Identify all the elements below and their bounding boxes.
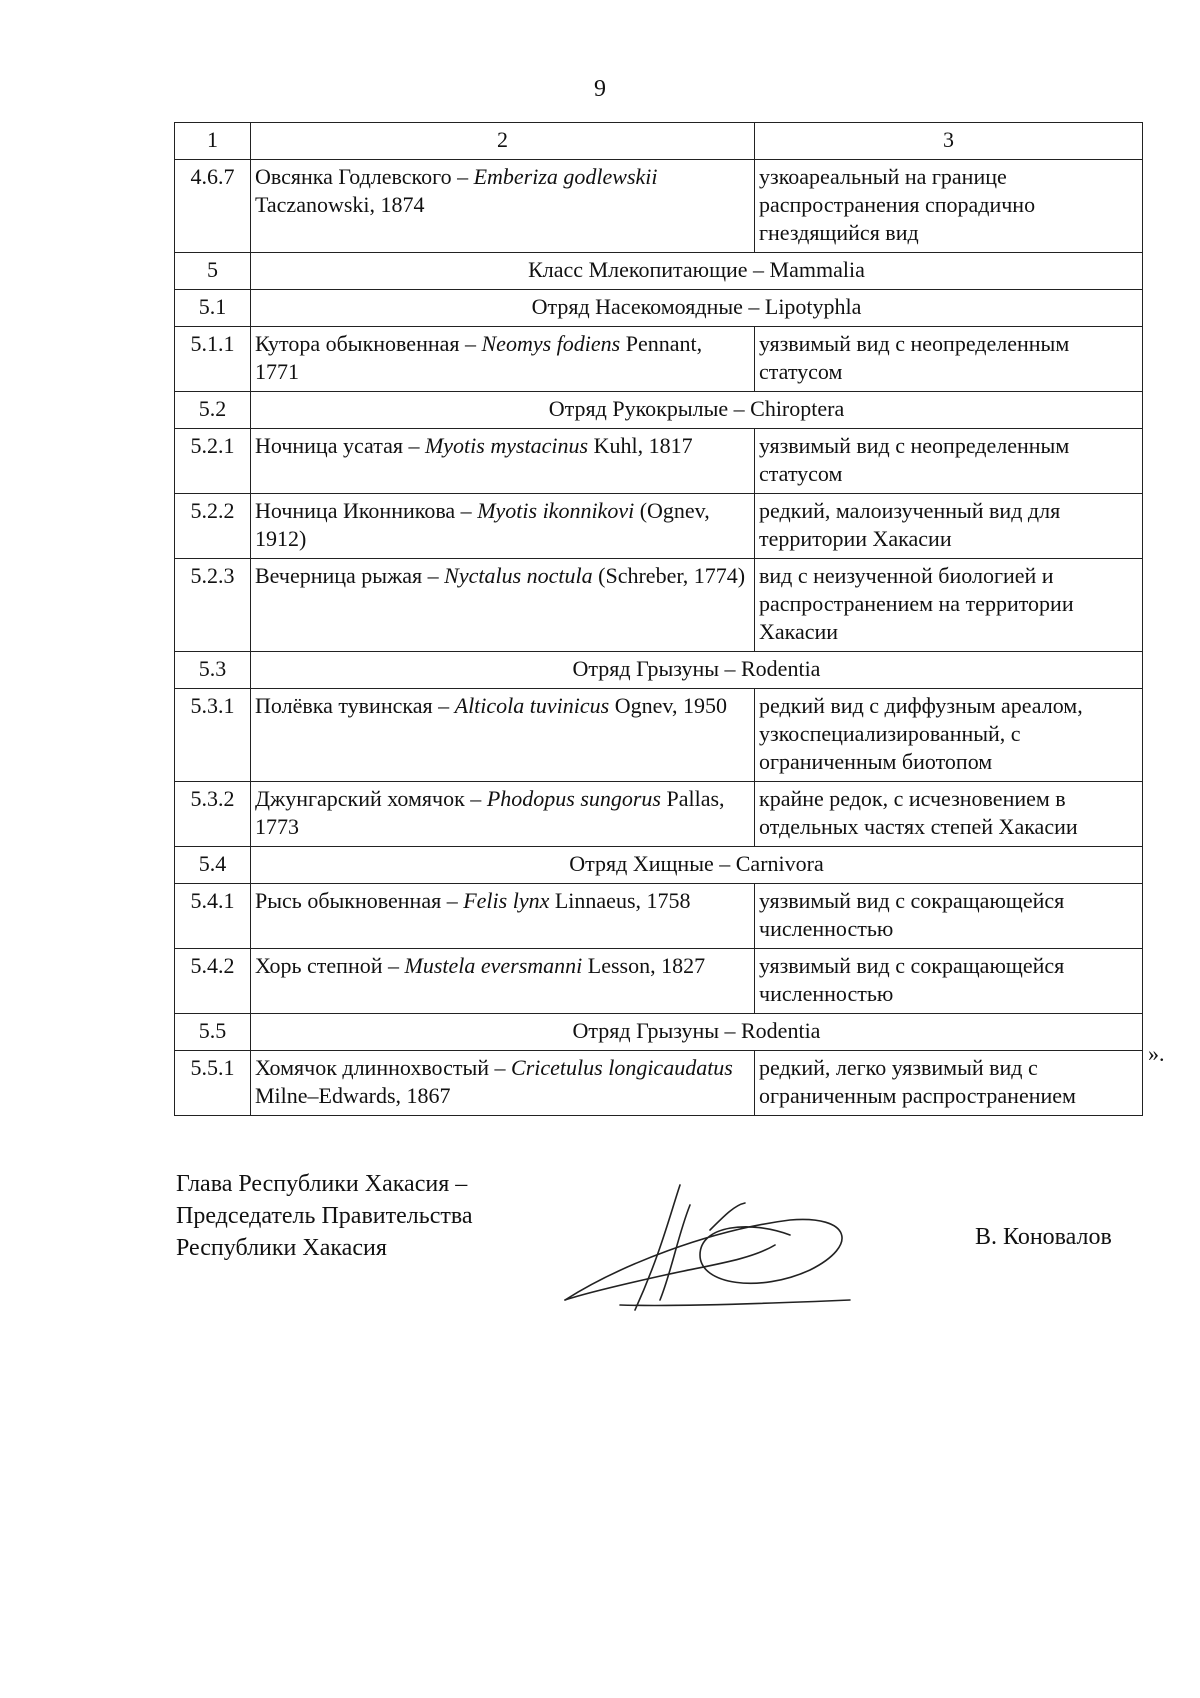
species-row	[175, 559, 1143, 652]
latin-name: Phodopus sungorus	[486, 786, 661, 811]
section-row	[175, 652, 1143, 689]
status-cell: редкий, малоизученный вид для территории Хакасии	[755, 494, 1143, 559]
status-cell: редкий вид с диффузным ареалом, узкоспециализированный, с ограниченным биотопом	[755, 689, 1143, 782]
common-name: Хорь степной –	[255, 953, 405, 978]
species-row	[175, 160, 1143, 253]
common-name: Полёвка тувинская –	[255, 693, 455, 718]
species-author: (Ognev, 1912)	[255, 498, 710, 551]
species-author: Milne–Edwards, 1867	[255, 1083, 451, 1108]
row-number: 5.2.3	[175, 559, 251, 652]
latin-name: Mustela eversmanni	[404, 953, 583, 978]
common-name: Хомячок длиннохвостый –	[255, 1055, 512, 1080]
species-row	[175, 884, 1143, 949]
species-name-cell	[251, 949, 755, 1014]
handwritten-signature	[560, 1175, 890, 1315]
status-cell: редкий, легко уязвимый вид с ограниченным распространением	[755, 1051, 1143, 1116]
section-title: Класс Млекопитающие – Mammalia	[251, 253, 1143, 290]
row-number: 5.1.1	[175, 327, 251, 392]
species-author: Ognev, 1950	[609, 693, 727, 718]
section-title: Отряд Рукокрылые – Chiroptera	[251, 392, 1143, 429]
page-number: 9	[594, 76, 606, 102]
species-name-cell	[251, 494, 755, 559]
section-row	[175, 847, 1143, 884]
common-name: Ночница усатая –	[255, 433, 425, 458]
header-cell: 1	[175, 123, 251, 160]
row-number: 5.4	[175, 847, 251, 884]
section-title: Отряд Насекомоядные – Lipotyphla	[251, 290, 1143, 327]
species-row	[175, 429, 1143, 494]
row-number: 5.3	[175, 652, 251, 689]
species-author: Kuhl, 1817	[588, 433, 693, 458]
common-name: Овсянка Годлевского –	[255, 164, 474, 189]
species-name-cell	[251, 782, 755, 847]
latin-name: Myotis ikonnikovi	[477, 498, 635, 523]
row-number: 5.3.2	[175, 782, 251, 847]
species-name-cell	[251, 429, 755, 494]
section-title: Отряд Грызуны – Rodentia	[251, 652, 1143, 689]
closing-quote: ».	[1148, 1041, 1165, 1066]
status-cell: вид с неизученной биологией и распространением на территории Хакасии	[755, 559, 1143, 652]
common-name: Ночница Иконникова –	[255, 498, 478, 523]
status-cell: уязвимый вид с неопределенным статусом	[755, 327, 1143, 392]
species-row	[175, 1051, 1143, 1116]
species-author: Taczanowski, 1874	[255, 192, 425, 217]
signer-title-line: Глава Республики Хакасия –	[176, 1171, 468, 1197]
species-name-cell	[251, 689, 755, 782]
row-number: 5.1	[175, 290, 251, 327]
row-number: 5.3.1	[175, 689, 251, 782]
species-name-cell	[251, 1051, 755, 1116]
species-author: Linnaeus, 1758	[549, 888, 691, 913]
latin-name: Alticola tuvinicus	[454, 693, 610, 718]
section-title: Отряд Хищные – Carnivora	[251, 847, 1143, 884]
table-header-row	[175, 123, 1143, 160]
latin-name: Nyctalus noctula	[444, 563, 593, 588]
row-number: 5.2.1	[175, 429, 251, 494]
status-cell: уязвимый вид с сокращающейся численностью	[755, 884, 1143, 949]
latin-name: Emberiza godlewskii	[473, 164, 658, 189]
row-number: 5.2.2	[175, 494, 251, 559]
species-name-cell	[251, 327, 755, 392]
species-table	[174, 122, 1143, 1116]
common-name: Рысь обыкновенная –	[255, 888, 464, 913]
species-author: (Schreber, 1774)	[592, 563, 746, 588]
status-cell: крайне редок, с исчезновением в отдельных частях степей Хакасии	[755, 782, 1143, 847]
common-name: Вечерница рыжая –	[255, 563, 445, 588]
species-row	[175, 949, 1143, 1014]
latin-name: Neomys fodiens	[481, 331, 621, 356]
header-cell: 3	[755, 123, 1143, 160]
common-name: Кутора обыкновенная –	[255, 331, 482, 356]
section-row	[175, 253, 1143, 290]
status-cell: узкоареальный на границе распространения спорадично гнездящийся вид	[755, 160, 1143, 253]
status-cell: уязвимый вид с сокращающейся численностью	[755, 949, 1143, 1014]
section-row	[175, 1014, 1143, 1051]
species-row	[175, 327, 1143, 392]
species-name-cell	[251, 884, 755, 949]
species-author: Lesson, 1827	[582, 953, 706, 978]
signer-title-line: Республики Хакасия	[176, 1235, 387, 1261]
signer-title-line: Председатель Правительства	[176, 1203, 473, 1229]
section-row	[175, 290, 1143, 327]
row-number: 5.4.1	[175, 884, 251, 949]
row-number: 5.2	[175, 392, 251, 429]
status-cell: уязвимый вид с неопределенным статусом	[755, 429, 1143, 494]
species-author: Pallas, 1773	[255, 786, 725, 839]
section-title: Отряд Грызуны – Rodentia	[251, 1014, 1143, 1051]
header-cell: 2	[251, 123, 755, 160]
species-author: Pennant, 1771	[255, 331, 703, 384]
row-number: 5.4.2	[175, 949, 251, 1014]
common-name: Джунгарский хомячок –	[255, 786, 487, 811]
row-number: 5	[175, 253, 251, 290]
species-row	[175, 494, 1143, 559]
species-name-cell	[251, 559, 755, 652]
latin-name: Felis lynx	[463, 888, 550, 913]
latin-name: Cricetulus longicaudatus	[511, 1055, 733, 1080]
row-number: 5.5.1	[175, 1051, 251, 1116]
latin-name: Myotis mystacinus	[424, 433, 589, 458]
section-row	[175, 392, 1143, 429]
species-name-cell	[251, 160, 755, 253]
species-row	[175, 689, 1143, 782]
signer-name: В. Коновалов	[975, 1224, 1112, 1250]
signature-title-block	[176, 1168, 473, 1264]
species-row	[175, 782, 1143, 847]
row-number: 4.6.7	[175, 160, 251, 253]
row-number: 5.5	[175, 1014, 251, 1051]
